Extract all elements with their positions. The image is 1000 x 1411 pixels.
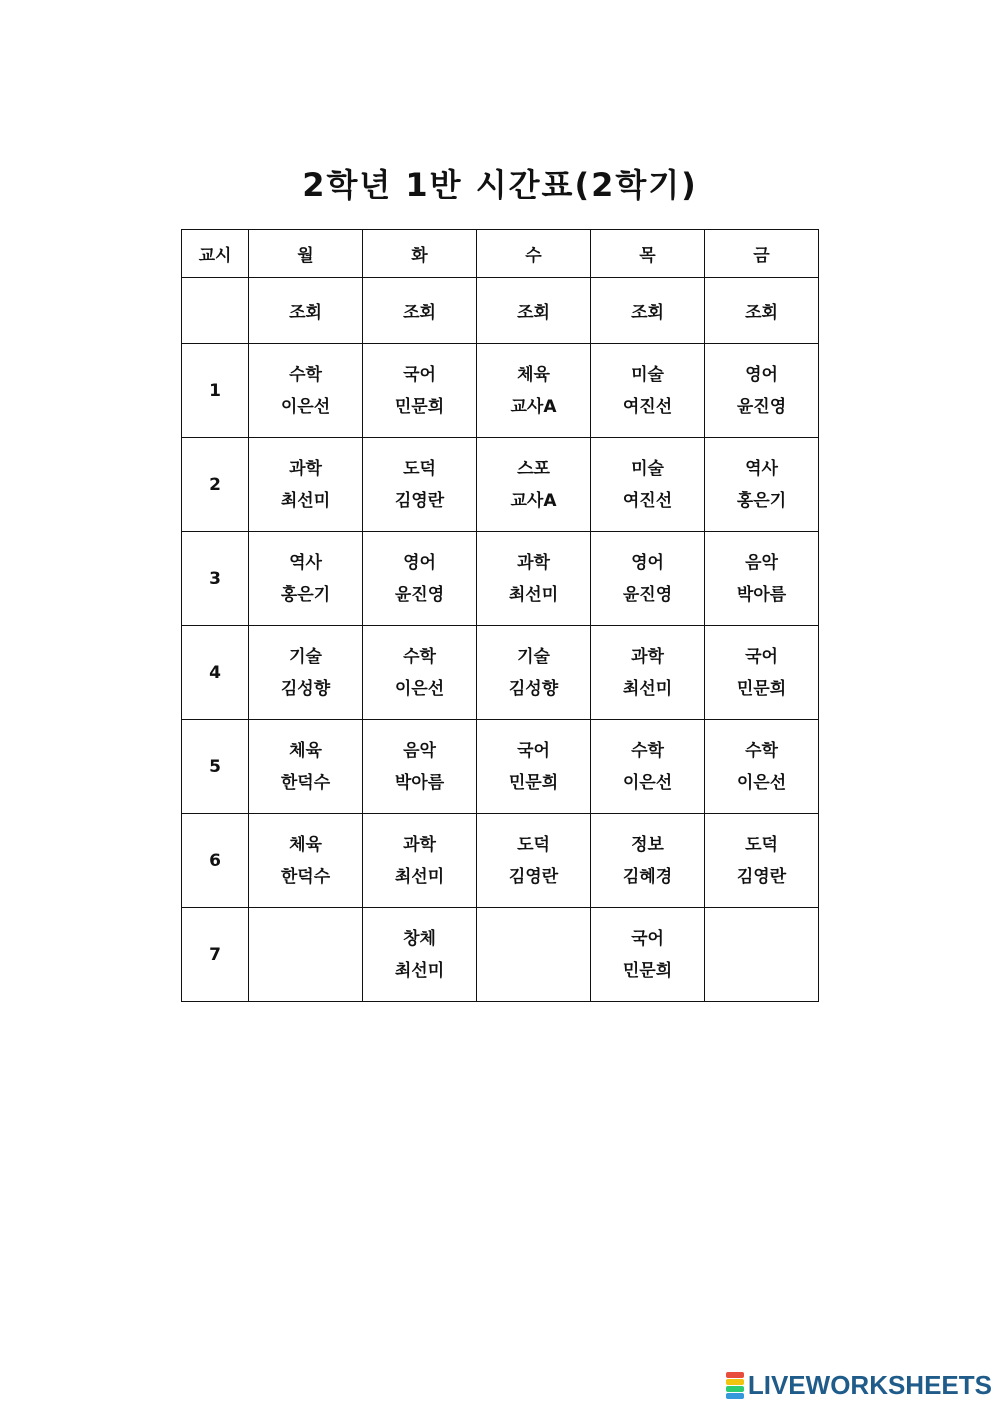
subject-name: 국어 bbox=[517, 740, 550, 761]
teacher-name: 김성향 bbox=[280, 678, 331, 699]
subject-name: 미술 bbox=[631, 364, 664, 385]
subject-name: 과학 bbox=[403, 834, 436, 855]
brand-mark-bar bbox=[726, 1379, 744, 1385]
subject-name: 과학 bbox=[517, 552, 550, 573]
header-row bbox=[182, 230, 819, 278]
subject-name: 음악 bbox=[403, 740, 436, 761]
teacher-name: 윤진영 bbox=[622, 584, 673, 605]
subject-name: 음악 bbox=[745, 552, 778, 573]
subject-name: 창체 bbox=[403, 928, 436, 949]
teacher-name: 김혜경 bbox=[622, 866, 673, 887]
subject-name: 과학 bbox=[631, 646, 664, 667]
subject-name: 국어 bbox=[745, 646, 778, 667]
brand-name: LIVEWORKSHEETS bbox=[747, 1370, 992, 1400]
assembly-row bbox=[182, 278, 819, 344]
class-cell bbox=[705, 438, 819, 532]
teacher-name: 민문희 bbox=[508, 772, 559, 793]
header-day-thu: 목 bbox=[591, 230, 705, 278]
subject-name: 도덕 bbox=[517, 834, 550, 855]
teacher-name: 최선미 bbox=[508, 584, 559, 605]
period-number: 1 bbox=[182, 344, 249, 438]
class-cell bbox=[363, 438, 477, 532]
subject-name: 영어 bbox=[745, 364, 778, 385]
class-cell bbox=[591, 626, 705, 720]
subject-name: 정보 bbox=[631, 834, 664, 855]
class-cell bbox=[705, 532, 819, 626]
teacher-name: 윤진영 bbox=[394, 584, 445, 605]
teacher-name: 최선미 bbox=[622, 678, 673, 699]
page-title: 2학년 1반 시간표(2학기) bbox=[302, 166, 698, 204]
subject-name: 기술 bbox=[517, 646, 550, 667]
class-cell bbox=[477, 626, 591, 720]
assembly-cell: 조회 bbox=[705, 278, 819, 344]
class-cell bbox=[477, 720, 591, 814]
subject-name: 수학 bbox=[289, 364, 322, 385]
header-day-mon: 월 bbox=[249, 230, 363, 278]
class-cell bbox=[705, 344, 819, 438]
subject-name: 체육 bbox=[289, 834, 322, 855]
class-cell bbox=[705, 720, 819, 814]
brand-mark-bar bbox=[726, 1372, 744, 1378]
class-cell bbox=[363, 908, 477, 1002]
period-row bbox=[182, 626, 819, 720]
class-cell bbox=[249, 720, 363, 814]
teacher-name: 박아름 bbox=[736, 584, 787, 605]
period-row bbox=[182, 908, 819, 1002]
class-cell bbox=[705, 814, 819, 908]
subject-name: 기술 bbox=[289, 646, 322, 667]
teacher-name: 박아름 bbox=[394, 772, 445, 793]
class-cell bbox=[477, 532, 591, 626]
class-cell bbox=[591, 720, 705, 814]
subject-name: 미술 bbox=[631, 458, 664, 479]
class-cell bbox=[591, 438, 705, 532]
liveworksheets-logo bbox=[726, 1370, 992, 1401]
teacher-name: 교사A bbox=[510, 396, 557, 417]
period-number: 2 bbox=[182, 438, 249, 532]
period-row bbox=[182, 814, 819, 908]
subject-name: 수학 bbox=[745, 740, 778, 761]
class-cell bbox=[249, 908, 363, 1002]
subject-name: 체육 bbox=[289, 740, 322, 761]
header-day-tue: 화 bbox=[363, 230, 477, 278]
subject-name: 스포 bbox=[517, 458, 550, 479]
class-cell bbox=[477, 814, 591, 908]
class-cell bbox=[363, 532, 477, 626]
period-row bbox=[182, 532, 819, 626]
assembly-cell: 조회 bbox=[477, 278, 591, 344]
class-cell bbox=[705, 908, 819, 1002]
teacher-name: 이은선 bbox=[622, 772, 673, 793]
class-cell bbox=[591, 814, 705, 908]
class-cell bbox=[363, 814, 477, 908]
teacher-name: 이은선 bbox=[736, 772, 787, 793]
timetable bbox=[181, 229, 819, 1002]
subject-name: 수학 bbox=[631, 740, 664, 761]
period-number: 6 bbox=[182, 814, 249, 908]
assembly-cell: 조회 bbox=[249, 278, 363, 344]
period-number: 3 bbox=[182, 532, 249, 626]
teacher-name: 김영란 bbox=[508, 866, 559, 887]
class-cell bbox=[249, 344, 363, 438]
header-day-fri: 금 bbox=[705, 230, 819, 278]
teacher-name: 이은선 bbox=[394, 678, 445, 699]
teacher-name: 홍은기 bbox=[280, 584, 331, 605]
subject-name: 국어 bbox=[631, 928, 664, 949]
subject-name: 국어 bbox=[403, 364, 436, 385]
subject-name: 역사 bbox=[289, 552, 322, 573]
period-number: 4 bbox=[182, 626, 249, 720]
teacher-name: 이은선 bbox=[280, 396, 331, 417]
class-cell bbox=[591, 344, 705, 438]
teacher-name: 민문희 bbox=[736, 678, 787, 699]
teacher-name: 교사A bbox=[510, 490, 557, 511]
teacher-name: 홍은기 bbox=[736, 490, 787, 511]
period-number: 7 bbox=[182, 908, 249, 1002]
teacher-name: 여진선 bbox=[622, 396, 673, 417]
subject-name: 도덕 bbox=[745, 834, 778, 855]
period-row bbox=[182, 438, 819, 532]
period-row bbox=[182, 344, 819, 438]
assembly-cell: 조회 bbox=[363, 278, 477, 344]
subject-name: 영어 bbox=[631, 552, 664, 573]
teacher-name: 김영란 bbox=[394, 490, 445, 511]
header-period-label: 교시 bbox=[182, 230, 249, 278]
subject-name: 과학 bbox=[289, 458, 322, 479]
class-cell bbox=[591, 532, 705, 626]
subject-name: 도덕 bbox=[403, 458, 436, 479]
class-cell bbox=[363, 344, 477, 438]
teacher-name: 한덕수 bbox=[280, 772, 331, 793]
teacher-name: 김영란 bbox=[736, 866, 787, 887]
assembly-cell: 조회 bbox=[591, 278, 705, 344]
brand-mark-icon bbox=[726, 1372, 744, 1399]
class-cell bbox=[363, 720, 477, 814]
subject-name: 역사 bbox=[745, 458, 778, 479]
teacher-name: 민문희 bbox=[622, 960, 673, 981]
teacher-name: 최선미 bbox=[394, 960, 445, 981]
class-cell bbox=[249, 814, 363, 908]
period-row bbox=[182, 720, 819, 814]
class-cell bbox=[363, 626, 477, 720]
class-cell bbox=[249, 438, 363, 532]
class-cell bbox=[477, 344, 591, 438]
teacher-name: 최선미 bbox=[394, 866, 445, 887]
teacher-name: 최선미 bbox=[280, 490, 331, 511]
subject-name: 체육 bbox=[517, 364, 550, 385]
class-cell bbox=[249, 626, 363, 720]
teacher-name: 민문희 bbox=[394, 396, 445, 417]
teacher-name: 윤진영 bbox=[736, 396, 787, 417]
class-cell bbox=[477, 908, 591, 1002]
teacher-name: 여진선 bbox=[622, 490, 673, 511]
class-cell bbox=[249, 532, 363, 626]
class-cell bbox=[477, 438, 591, 532]
brand-mark-bar bbox=[726, 1393, 744, 1399]
subject-name: 영어 bbox=[403, 552, 436, 573]
teacher-name: 김성향 bbox=[508, 678, 559, 699]
brand-mark-bar bbox=[726, 1386, 744, 1392]
class-cell bbox=[705, 626, 819, 720]
header-day-wed: 수 bbox=[477, 230, 591, 278]
class-cell bbox=[591, 908, 705, 1002]
assembly-label bbox=[182, 278, 249, 344]
teacher-name: 한덕수 bbox=[280, 866, 331, 887]
subject-name: 수학 bbox=[403, 646, 436, 667]
period-number: 5 bbox=[182, 720, 249, 814]
